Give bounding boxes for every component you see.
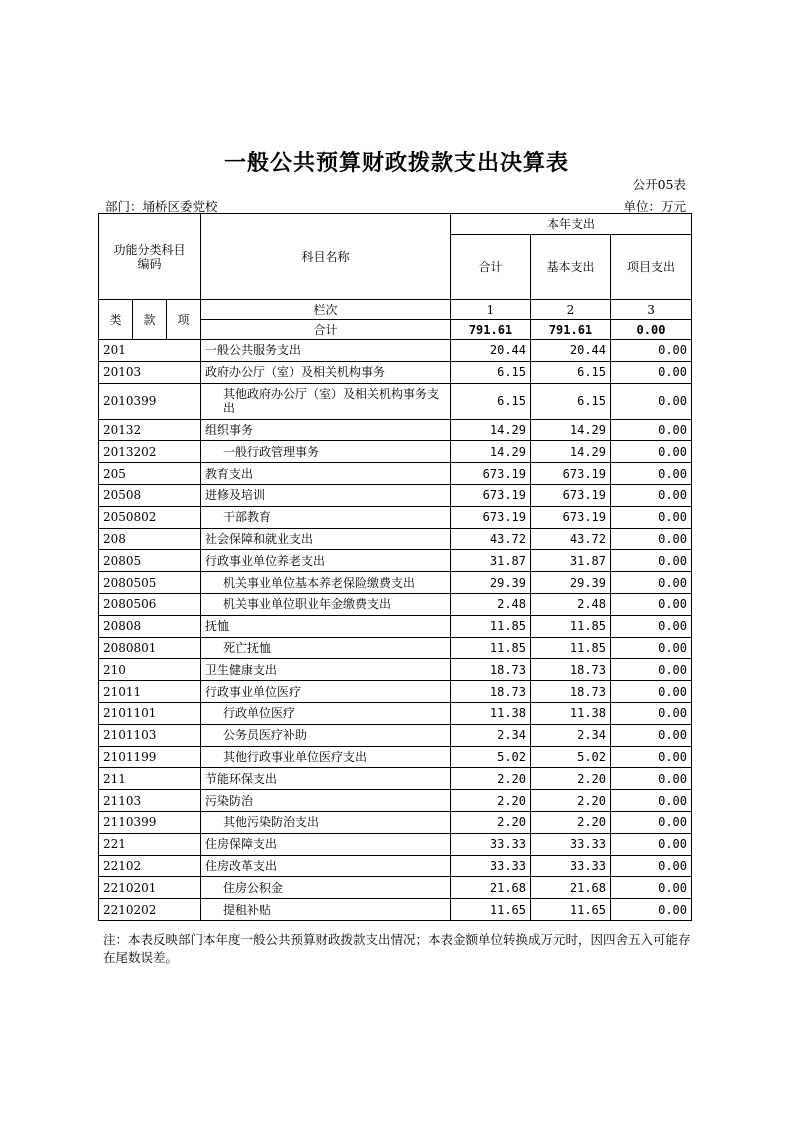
row-total: 33.33 [451, 855, 531, 877]
row-total: 33.33 [451, 833, 531, 855]
row-project: 0.00 [611, 340, 692, 362]
table-row [99, 833, 692, 855]
row-code: 20508 [99, 484, 201, 506]
row-basic: 6.15 [531, 361, 611, 383]
row-code: 2101103 [99, 724, 201, 746]
table-row [99, 484, 692, 506]
table-row [99, 463, 692, 485]
table-row [99, 615, 692, 637]
row-basic: 11.38 [531, 702, 611, 724]
row-subject-name: 行政单位医疗 [201, 702, 451, 724]
row-basic: 11.85 [531, 615, 611, 637]
category-xiang: 项 [167, 300, 201, 340]
row-project: 0.00 [611, 572, 692, 594]
row-subject-name: 污染防治 [201, 790, 451, 812]
row-basic: 2.20 [531, 790, 611, 812]
row-code: 21011 [99, 681, 201, 703]
row-total: 2.34 [451, 724, 531, 746]
row-subject-name: 其他行政事业单位医疗支出 [201, 746, 451, 768]
table-row [99, 724, 692, 746]
row-total: 14.29 [451, 441, 531, 463]
table-row [99, 746, 692, 768]
row-subject-name: 一般公共服务支出 [201, 340, 451, 362]
row-subject-name: 住房公积金 [201, 877, 451, 899]
row-basic: 6.15 [531, 383, 611, 419]
row-project: 0.00 [611, 593, 692, 615]
form-number: 公开05表 [632, 177, 686, 192]
table-row [99, 702, 692, 724]
row-project: 0.00 [611, 746, 692, 768]
row-basic: 11.85 [531, 637, 611, 659]
row-total: 21.68 [451, 877, 531, 899]
table-row [99, 340, 692, 362]
row-project: 0.00 [611, 506, 692, 528]
table-row [99, 419, 692, 441]
row-code: 2080506 [99, 593, 201, 615]
row-basic: 43.72 [531, 528, 611, 550]
table-row [99, 637, 692, 659]
page-title: 一般公共预算财政拨款支出决算表 [223, 150, 569, 176]
row-project: 0.00 [611, 484, 692, 506]
row-project: 0.00 [611, 877, 692, 899]
row-code: 2010399 [99, 383, 201, 419]
row-total: 2.20 [451, 790, 531, 812]
table-row [99, 441, 692, 463]
table-row [99, 877, 692, 899]
row-subject-name: 公务员医疗补助 [201, 724, 451, 746]
row-subject-name: 教育支出 [201, 463, 451, 485]
row-total: 2.20 [451, 768, 531, 790]
total-header: 合计 [451, 235, 531, 300]
row-project: 0.00 [611, 724, 692, 746]
row-project: 0.00 [611, 383, 692, 419]
row-code: 2080505 [99, 572, 201, 594]
row-project: 0.00 [611, 550, 692, 572]
row-subject-name: 干部教育 [201, 506, 451, 528]
row-subject-name: 节能环保支出 [201, 768, 451, 790]
row-basic: 673.19 [531, 484, 611, 506]
row-project: 0.00 [611, 790, 692, 812]
sum-total: 791.61 [451, 320, 531, 340]
row-total: 31.87 [451, 550, 531, 572]
current-year-header: 本年支出 [451, 214, 692, 235]
row-project: 0.00 [611, 899, 692, 921]
row-subject-name: 卫生健康支出 [201, 659, 451, 681]
category-kuan: 款 [133, 300, 167, 340]
row-code: 210 [99, 659, 201, 681]
row-code: 201 [99, 340, 201, 362]
table-row [99, 790, 692, 812]
table-row [99, 572, 692, 594]
sum-basic: 791.61 [531, 320, 611, 340]
row-basic: 11.65 [531, 899, 611, 921]
row-code: 2110399 [99, 811, 201, 833]
row-total: 6.15 [451, 383, 531, 419]
row-subject-name: 社会保障和就业支出 [201, 528, 451, 550]
row-project: 0.00 [611, 833, 692, 855]
row-code: 21103 [99, 790, 201, 812]
table-row [99, 506, 692, 528]
row-code: 20805 [99, 550, 201, 572]
row-subject-name: 进修及培训 [201, 484, 451, 506]
row-project: 0.00 [611, 659, 692, 681]
column-3: 3 [611, 300, 692, 320]
table-row [99, 550, 692, 572]
row-subject-name: 住房保障支出 [201, 833, 451, 855]
row-basic: 18.73 [531, 659, 611, 681]
row-total: 2.48 [451, 593, 531, 615]
table-row [99, 659, 692, 681]
row-total: 11.65 [451, 899, 531, 921]
row-total: 11.38 [451, 702, 531, 724]
row-basic: 14.29 [531, 419, 611, 441]
unit-label: 单位：万元 [623, 199, 686, 214]
row-total: 2.20 [451, 811, 531, 833]
row-basic: 29.39 [531, 572, 611, 594]
row-code: 20808 [99, 615, 201, 637]
row-subject-name: 一般行政管理事务 [201, 441, 451, 463]
row-subject-name: 政府办公厅（室）及相关机构事务 [201, 361, 451, 383]
row-subject-name: 机关事业单位基本养老保险缴费支出 [201, 572, 451, 594]
table-row [99, 681, 692, 703]
row-basic: 2.20 [531, 768, 611, 790]
func-code-header: 功能分类科目编码 [99, 214, 201, 300]
column-label: 栏次 [201, 300, 451, 320]
row-basic: 673.19 [531, 506, 611, 528]
row-code: 2050802 [99, 506, 201, 528]
category-lei: 类 [99, 300, 133, 340]
row-total: 43.72 [451, 528, 531, 550]
row-code: 221 [99, 833, 201, 855]
row-subject-name: 行政事业单位医疗 [201, 681, 451, 703]
row-subject-name: 组织事务 [201, 419, 451, 441]
row-project: 0.00 [611, 702, 692, 724]
row-subject-name: 提租补贴 [201, 899, 451, 921]
row-code: 22102 [99, 855, 201, 877]
table-row [99, 855, 692, 877]
column-1: 1 [451, 300, 531, 320]
row-total: 673.19 [451, 484, 531, 506]
row-total: 11.85 [451, 637, 531, 659]
table-row [99, 383, 692, 419]
row-basic: 18.73 [531, 681, 611, 703]
row-code: 205 [99, 463, 201, 485]
row-subject-name: 机关事业单位职业年金缴费支出 [201, 593, 451, 615]
row-total: 673.19 [451, 506, 531, 528]
row-basic: 33.33 [531, 833, 611, 855]
row-basic: 21.68 [531, 877, 611, 899]
row-code: 20103 [99, 361, 201, 383]
expenditure-table [98, 213, 692, 921]
sum-label: 合计 [201, 320, 451, 340]
table-body [99, 340, 692, 921]
row-project: 0.00 [611, 637, 692, 659]
footnote: 注：本表反映部门本年度一般公共预算财政拨款支出情况；本表金额单位转换成万元时，因四舍五入可能存在尾数误差。 [103, 932, 691, 965]
row-subject-name: 抚恤 [201, 615, 451, 637]
row-code: 2210201 [99, 877, 201, 899]
subject-name-header: 科目名称 [201, 214, 451, 300]
row-basic: 31.87 [531, 550, 611, 572]
table-row [99, 768, 692, 790]
row-total: 29.39 [451, 572, 531, 594]
row-project: 0.00 [611, 528, 692, 550]
row-code: 2080801 [99, 637, 201, 659]
row-total: 11.85 [451, 615, 531, 637]
column-2: 2 [531, 300, 611, 320]
row-project: 0.00 [611, 463, 692, 485]
row-code: 2101101 [99, 702, 201, 724]
row-project: 0.00 [611, 811, 692, 833]
row-project: 0.00 [611, 615, 692, 637]
row-subject-name: 死亡抚恤 [201, 637, 451, 659]
row-total: 673.19 [451, 463, 531, 485]
row-total: 18.73 [451, 681, 531, 703]
basic-header: 基本支出 [531, 235, 611, 300]
row-total: 14.29 [451, 419, 531, 441]
row-code: 20132 [99, 419, 201, 441]
row-code: 211 [99, 768, 201, 790]
project-header: 项目支出 [611, 235, 692, 300]
row-code: 2013202 [99, 441, 201, 463]
row-total: 6.15 [451, 361, 531, 383]
row-code: 2101199 [99, 746, 201, 768]
row-basic: 33.33 [531, 855, 611, 877]
row-total: 18.73 [451, 659, 531, 681]
row-project: 0.00 [611, 681, 692, 703]
row-basic: 5.02 [531, 746, 611, 768]
row-code: 208 [99, 528, 201, 550]
row-code: 2210202 [99, 899, 201, 921]
table-row [99, 361, 692, 383]
row-basic: 2.48 [531, 593, 611, 615]
row-project: 0.00 [611, 768, 692, 790]
sum-project: 0.00 [611, 320, 692, 340]
row-basic: 20.44 [531, 340, 611, 362]
row-total: 20.44 [451, 340, 531, 362]
table-row [99, 593, 692, 615]
row-basic: 2.34 [531, 724, 611, 746]
row-basic: 673.19 [531, 463, 611, 485]
row-project: 0.00 [611, 441, 692, 463]
table-row [99, 899, 692, 921]
row-subject-name: 住房改革支出 [201, 855, 451, 877]
row-project: 0.00 [611, 361, 692, 383]
department-label: 部门：埇桥区委党校 [105, 199, 218, 214]
row-basic: 14.29 [531, 441, 611, 463]
row-project: 0.00 [611, 419, 692, 441]
row-basic: 2.20 [531, 811, 611, 833]
row-subject-name: 其他污染防治支出 [201, 811, 451, 833]
row-total: 5.02 [451, 746, 531, 768]
row-subject-name: 其他政府办公厅（室）及相关机构事务支出 [201, 383, 451, 419]
row-project: 0.00 [611, 855, 692, 877]
table-row [99, 528, 692, 550]
row-subject-name: 行政事业单位养老支出 [201, 550, 451, 572]
table-row [99, 811, 692, 833]
